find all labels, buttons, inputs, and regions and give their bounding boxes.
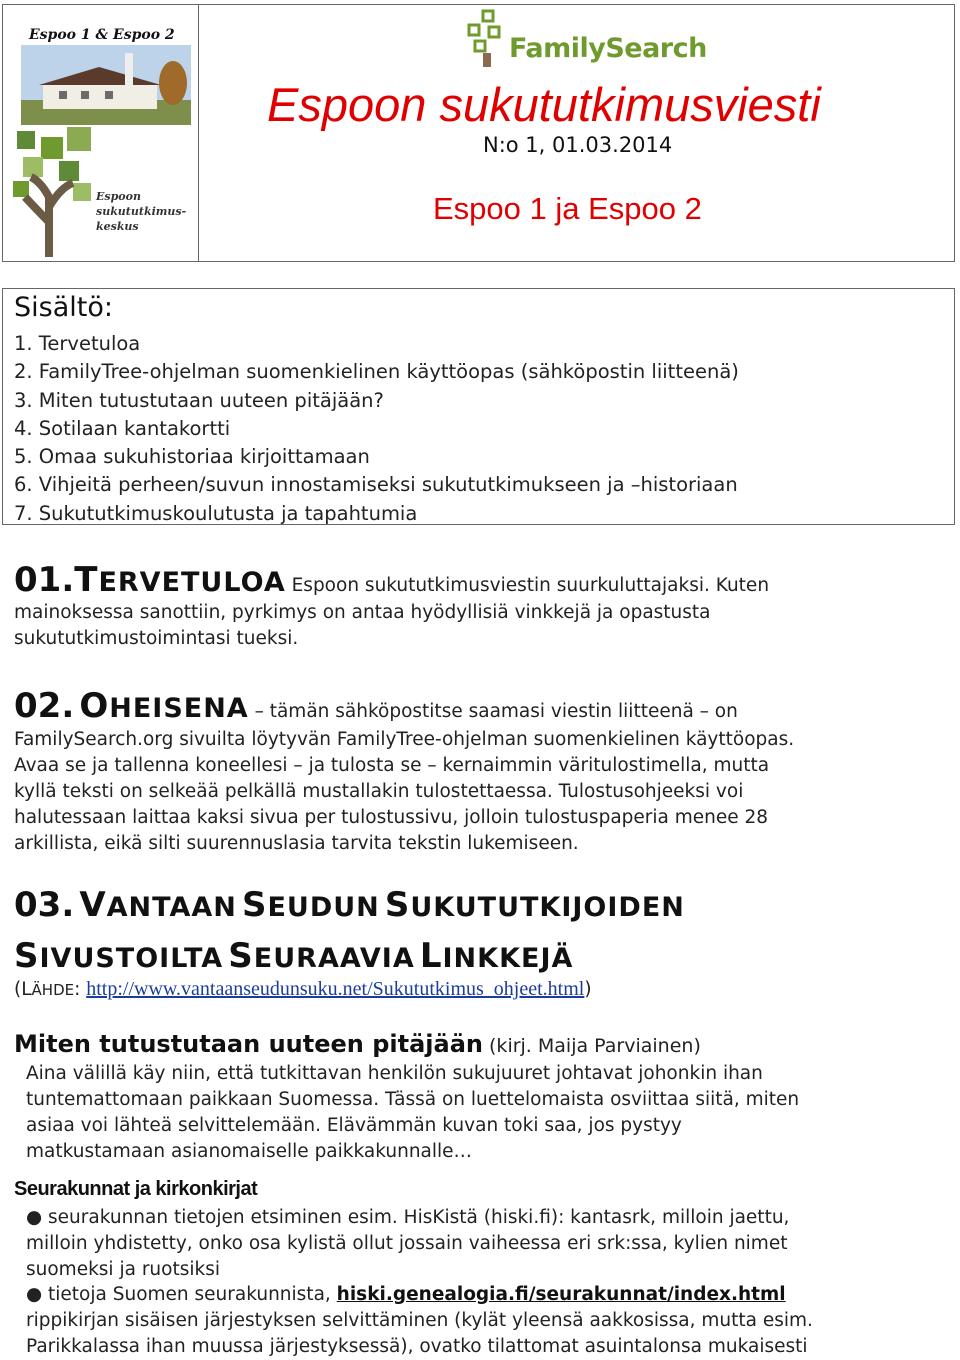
espoo-logo bbox=[3, 5, 199, 261]
section-title-initial: T bbox=[74, 560, 99, 600]
section-02-line: halutessaan laittaa kaksi sivua per tulostussivu, jolloin tulostuspaperia menee 28 bbox=[14, 807, 769, 828]
source-link[interactable]: http://www.vantaanseudunsuku.net/Sukututkimus_ohjeet.html bbox=[86, 978, 585, 1000]
source-close: ) bbox=[584, 979, 592, 1000]
article-line: Aina välillä käy niin, että tutkittavan henkilön sukujuuret johtavat johonkin ihan bbox=[26, 1063, 763, 1084]
bullet-line: suomeksi ja ruotsiksi bbox=[26, 1259, 220, 1280]
section-02-line: FamilySearch.org sivuilta löytyvän FamilyTree-ohjelman suomenkielinen käyttöopas. bbox=[14, 729, 795, 750]
section-02-line: Avaa se ja tallenna koneellesi – ja tulosta se – kernaimmin väritulostimella, mutta bbox=[14, 755, 770, 776]
bullet-line: ● seurakunnan tietojen etsiminen esim. HisKistä (hiski.fi): kantasrk, milloin jaettu, bbox=[26, 1207, 790, 1228]
familysearch-tree-icon bbox=[467, 9, 507, 69]
contents-item: 4. Sotilaan kantakortti bbox=[14, 416, 231, 440]
issue-number: N:o 1, 01.03.2014 bbox=[483, 133, 673, 157]
parishes-heading: Seurakunnat ja kirkonkirjat bbox=[14, 1178, 258, 1200]
contents-item: 3. Miten tutustutaan uuteen pitäjään? bbox=[14, 388, 384, 412]
article-line: matkustamaan asianomaiselle paikkakunnalle… bbox=[26, 1141, 473, 1162]
hiski-link[interactable]: hiski.genealogia.fi/seurakunnat/index.html bbox=[336, 1284, 786, 1305]
section-01-heading bbox=[14, 560, 769, 600]
heading-word: EUDUN bbox=[267, 892, 380, 923]
heading-initial: S bbox=[14, 936, 40, 976]
article-heading bbox=[14, 1030, 701, 1058]
section-03-heading bbox=[14, 885, 685, 925]
bullet-line: Parikkalassa ihan muussa järjestyksessä), ovatko tilattomat asuintalonsa mukaisesti bbox=[26, 1336, 808, 1357]
heading-initial: S bbox=[384, 885, 411, 925]
section-02-line: kyllä teksti on selkeää pelkällä mustallakin tulostettaessa. Tulostusohjeeksi voi bbox=[14, 781, 744, 802]
heading-word: IVUSTOILTA bbox=[39, 943, 224, 974]
heading-initial: V bbox=[79, 885, 107, 925]
contents-list bbox=[14, 330, 739, 528]
bullet-prefix: ● tietoja Suomen seurakunnista, bbox=[26, 1284, 337, 1305]
section-number: 03. bbox=[14, 885, 75, 925]
contents-heading: Sisältö: bbox=[14, 292, 113, 323]
contents-item: 1. Tervetuloa bbox=[14, 332, 141, 355]
heading-word: UKUTUTKIJOIDEN bbox=[410, 892, 685, 923]
familysearch-logo: FamilySearch bbox=[509, 33, 707, 64]
logo-caption: Espoo 1 & Espoo 2 bbox=[29, 27, 175, 43]
heading-word: EURAAVIA bbox=[253, 943, 415, 974]
edition-label: Espoo 1 ja Espoo 2 bbox=[433, 191, 702, 226]
table-of-contents bbox=[2, 288, 955, 525]
article-title: Miten tutustutaan uuteen pitäjään bbox=[14, 1030, 483, 1058]
contents-item: 5. Omaa sukuhistoriaa kirjoittamaan bbox=[14, 445, 370, 469]
contents-item: 7. Sukututkimuskoulutusta ja tapahtumia bbox=[14, 501, 418, 525]
source-colon: : bbox=[74, 979, 87, 1000]
bullet-line: milloin yhdistetty, onko osa kylistä ollut jossain vaiheessa eri srk:ssa, kylien nimet bbox=[26, 1233, 788, 1254]
heading-initial: L bbox=[419, 936, 443, 976]
contents-item: 2. FamilyTree-ohjelman suomenkielinen käyttöopas (sähköpostin liitteenä) bbox=[14, 360, 739, 384]
section-number: 02. bbox=[14, 686, 75, 726]
article-author: (kirj. Maija Parviainen) bbox=[482, 1035, 701, 1057]
newsletter-header bbox=[2, 4, 955, 262]
heading-initial: S bbox=[228, 936, 254, 976]
section-01-line: mainoksessa sanottiin, pyrkimys on antaa hyödyllisiä vinkkejä ja opastusta bbox=[14, 602, 711, 623]
tree-icon bbox=[11, 127, 101, 257]
heading-word: INKKEJÄ bbox=[442, 943, 574, 974]
section-title-initial: O bbox=[79, 686, 110, 726]
article-line: asiaa voi lähteä selvittelemään. Elävämmän kuvan toki saa, jos pystyy bbox=[26, 1115, 682, 1136]
church-image bbox=[21, 45, 191, 125]
page-title: Espoon sukututkimusviesti bbox=[267, 78, 821, 131]
heading-initial: S bbox=[241, 885, 268, 925]
source-line bbox=[14, 978, 592, 1001]
source-open: (L bbox=[14, 979, 32, 1000]
contents-item: 6. Vihjeitä perheen/suvun innostamiseksi sukututkimukseen ja –historiaan bbox=[14, 473, 738, 497]
section-01-line: sukututkimustoimintasi tueksi. bbox=[14, 628, 299, 649]
section-02-intro: – tämän sähköpostitse saamasi viestin liitteenä – on bbox=[248, 701, 738, 722]
article-line: tuntemattomaan paikkaan Suomessa. Tässä on luettelomaista osviittaa siitä, miten bbox=[26, 1089, 800, 1110]
heading-word: ANTAAN bbox=[106, 892, 237, 923]
bullet-line bbox=[26, 1282, 786, 1308]
source-caps: ÄHDE bbox=[31, 981, 75, 999]
section-02-line: arkillista, eikä silti suurennuslasia tarvita tekstin lukemiseen. bbox=[14, 833, 579, 854]
section-title-rest: HEISENA bbox=[109, 693, 249, 724]
section-01-intro: Espoon sukututkimusviestin suurkuluttajaksi. Kuten bbox=[285, 575, 770, 596]
tree-caption: Espoon sukututkimus-keskus bbox=[96, 190, 187, 233]
section-number: 01. bbox=[14, 560, 75, 600]
section-title-rest: ERVETULOA bbox=[98, 567, 286, 598]
section-02-heading bbox=[14, 686, 738, 726]
section-03-heading-line2 bbox=[14, 936, 573, 976]
bullet-line: rippikirjan sisäisen järjestyksen selvittäminen (kylät yleensä aakkosissa, mutta esim. bbox=[26, 1310, 813, 1331]
